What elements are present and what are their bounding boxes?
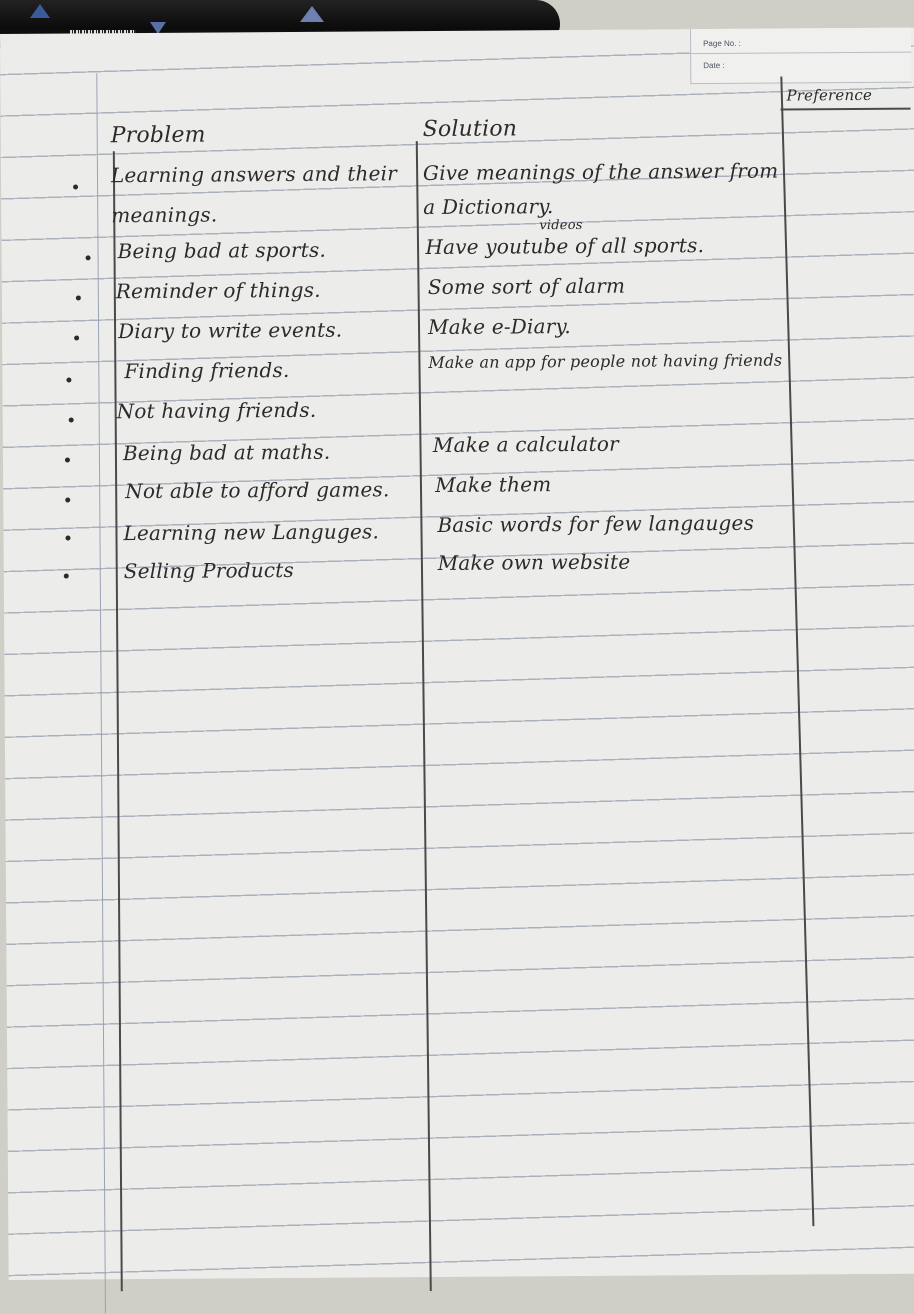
problem-text: Learning new Languges.: [123, 519, 380, 546]
solution-text: Basic words for few langauges: [437, 510, 755, 537]
column-divider-right: [780, 77, 814, 1227]
problem-text: Reminder of things.: [115, 277, 321, 304]
page-no-label: Page No. :: [703, 38, 741, 49]
bullet: [66, 378, 71, 383]
header-solution: Solution: [422, 116, 518, 143]
problem-text: Being bad at sports.: [117, 237, 327, 264]
problem-text: Finding friends.: [124, 357, 290, 384]
bullet: [69, 417, 74, 422]
solution-text: Some sort of alarm: [427, 273, 626, 300]
pen-pattern: [30, 4, 50, 18]
solution-text: Make own website: [437, 549, 631, 575]
problem-text: Not able to afford games.: [125, 477, 390, 504]
pen-pattern: [300, 6, 324, 22]
page-header-box: [690, 28, 911, 85]
problem-text: Diary to write events.: [117, 317, 343, 344]
solution-text: Give meanings of the answer from: [422, 158, 779, 186]
problem-text: Not having friends.: [116, 397, 317, 424]
solution-insertion: videos: [539, 217, 583, 234]
problem-text: Learning answers and their: [110, 161, 398, 188]
solution-text: Make them: [435, 472, 552, 497]
header-divider: [691, 52, 911, 55]
notebook-page: [0, 28, 914, 1280]
bullet: [76, 295, 81, 300]
bullet: [73, 184, 78, 189]
bullet: [86, 255, 91, 260]
bullet: [74, 335, 79, 340]
problem-text: Being bad at maths.: [122, 439, 331, 466]
problem-text: meanings.: [111, 202, 218, 228]
date-label: Date :: [703, 60, 725, 71]
bullet: [65, 498, 70, 503]
bullet: [66, 536, 71, 541]
solution-text: a Dictionary.: [423, 194, 554, 220]
column-divider-middle: [416, 141, 432, 1291]
problem-text: Selling Products: [123, 557, 295, 584]
solution-text: Make an app for people not having friends: [428, 350, 783, 373]
solution-text: Have youtube of all sports.: [425, 233, 705, 260]
margin-line: [96, 73, 106, 1313]
preference-header-line: [781, 108, 911, 111]
solution-text: Make e-Diary.: [427, 314, 571, 340]
bullet: [64, 574, 69, 579]
header-problem: Problem: [110, 122, 206, 149]
solution-text: Make a calculator: [432, 431, 619, 457]
bullet: [65, 458, 70, 463]
header-preference: Preference: [786, 85, 873, 105]
